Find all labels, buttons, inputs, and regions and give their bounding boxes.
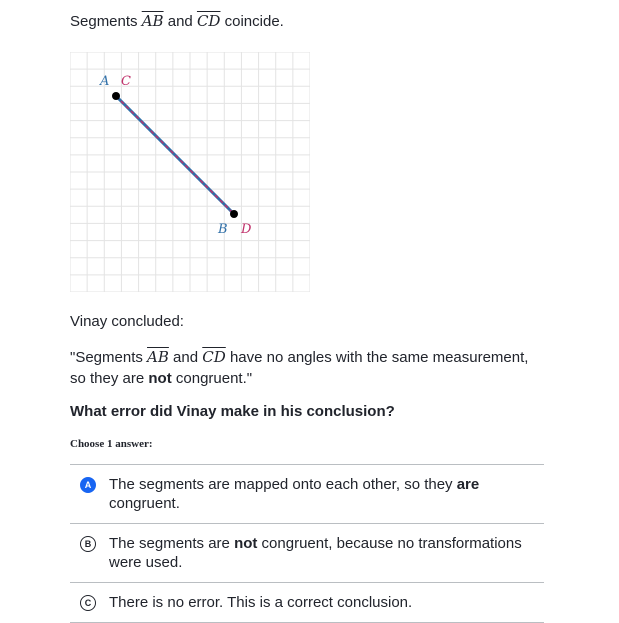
label-c: C (121, 74, 131, 89)
point-b-d (230, 210, 238, 218)
question-text: What error did Vinay make in his conclusion? (70, 403, 395, 420)
choice-c-text: There is no error. This is a correct conclusion. (109, 594, 413, 611)
coordinate-grid (70, 52, 310, 292)
point-a-c (112, 92, 120, 100)
choice-c-bubble[interactable]: C (80, 595, 96, 611)
choice-b-text: The segments are not congruent, because no transformations were used. (109, 535, 522, 571)
segment-ab-label: $\overline{AB}$ (141, 12, 164, 30)
choice-b[interactable] (70, 523, 544, 582)
choose-label: Choose 1 answer: (70, 438, 153, 450)
label-b: B (218, 222, 228, 237)
answer-choices (70, 464, 544, 623)
choice-a[interactable] (70, 464, 544, 523)
vinay-label: Vinay concluded: (70, 313, 184, 330)
choice-a-text: The segments are mapped onto each other, so they are congruent. (109, 476, 480, 512)
label-d: D (241, 222, 252, 237)
label-a: A (100, 74, 110, 89)
choice-a-bubble[interactable]: A (80, 477, 96, 493)
problem-statement: Segments $\overline{AB}$ and $\overline{CD}$ coincide. (70, 12, 284, 30)
segment-cd-label: $\overline{CD}$ (196, 12, 221, 30)
vinay-quote: "Segments $\overline{AB}$ and $\overline{CD}$ have no angles with the same measurement, so they are not congruent." (70, 348, 529, 387)
choice-b-bubble[interactable]: B (80, 536, 96, 552)
choice-c[interactable] (70, 582, 544, 623)
